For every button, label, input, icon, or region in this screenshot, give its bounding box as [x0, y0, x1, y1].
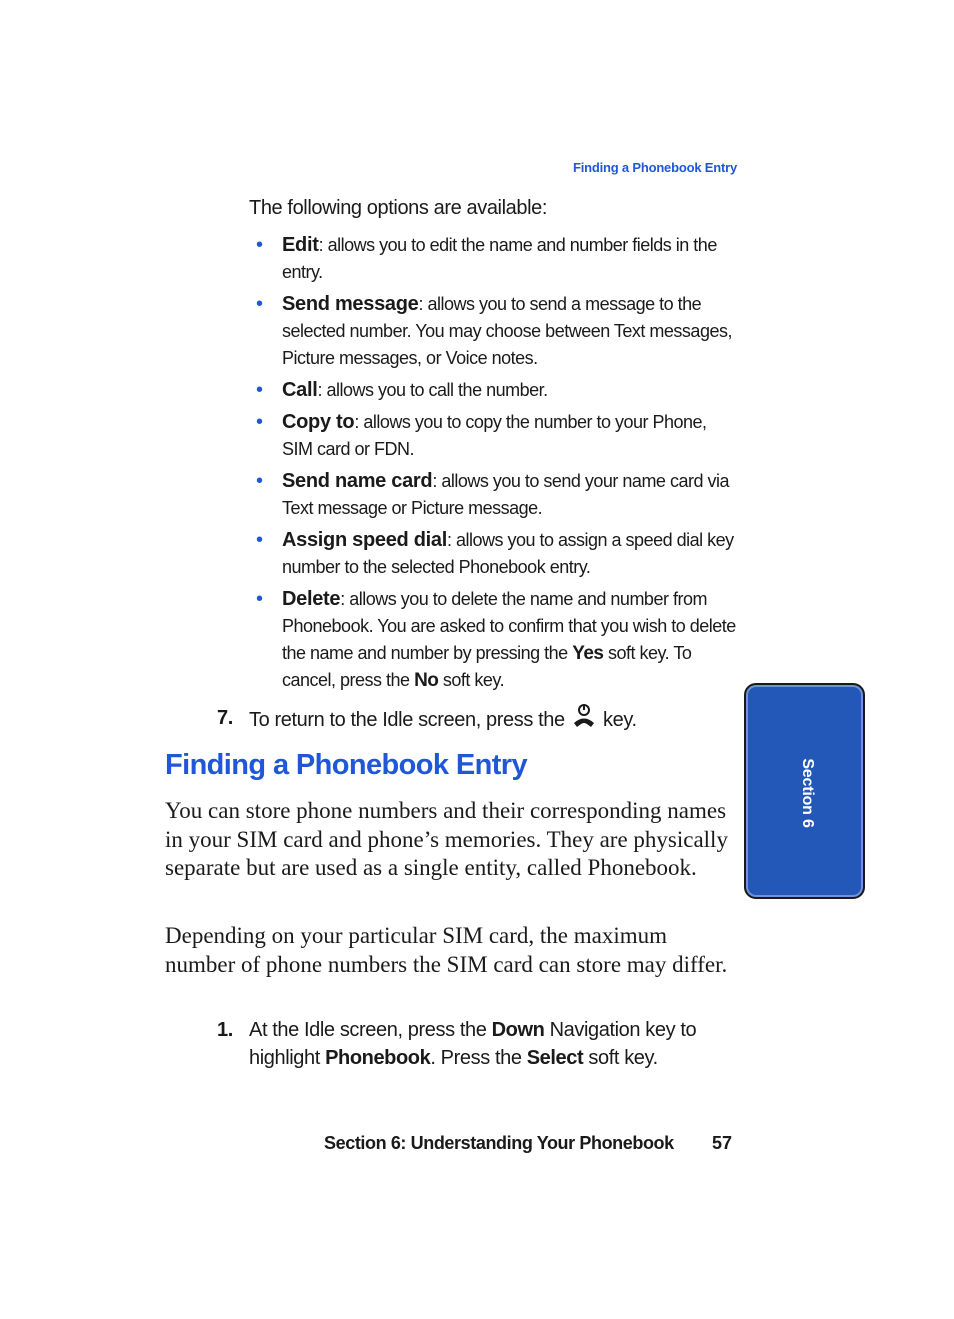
step-text-part: . Press the: [430, 1047, 527, 1069]
option-desc: : allows you to delete the name and number from Phonebook. You are asked to confirm that you wish to delete the name and number by pressing the: [282, 589, 736, 663]
step-text-before: To return to the Idle screen, press the: [249, 709, 570, 731]
body-paragraph: You can store phone numbers and their corresponding names in your SIM card and phone’s memories. They are physically separate but are used as a single entity, called Phonebook.: [165, 798, 728, 880]
section-tab: [744, 683, 865, 899]
option-desc: : allows you to send your name card via Text message or Picture message.: [282, 471, 729, 518]
end-key-icon: [572, 704, 596, 738]
step-text-part: At the Idle screen, press the: [249, 1019, 492, 1041]
step-1: [217, 1016, 737, 1076]
step-7: [217, 704, 737, 734]
body-paragraph: Depending on your particular SIM card, the maximum number of phone numbers the SIM card can store may differ.: [165, 923, 728, 977]
options-intro: The following options are available:: [249, 197, 548, 219]
bullet-icon: •: [256, 588, 263, 610]
step-text-after: key.: [597, 709, 637, 731]
footer-title: Section 6: Understanding Your Phonebook: [324, 1133, 674, 1153]
list-item: [256, 527, 736, 581]
option-term: Call: [282, 379, 318, 401]
down-key-label: Down: [491, 1019, 545, 1041]
step-text: [249, 1016, 729, 1072]
bullet-icon: •: [256, 234, 263, 256]
bullet-icon: •: [256, 293, 263, 315]
bullet-icon: •: [256, 379, 263, 401]
option-term: Assign speed dial: [282, 529, 447, 551]
options-list: [256, 232, 736, 699]
select-key-label: Select: [526, 1047, 584, 1069]
option-term: Delete: [282, 588, 341, 610]
option-desc: : allows you to call the number.: [317, 380, 548, 400]
bullet-icon: •: [256, 411, 263, 433]
yes-key-label: Yes: [572, 643, 604, 664]
page-number: 57: [712, 1133, 733, 1153]
option-term: Send name card: [282, 470, 433, 492]
bullet-icon: •: [256, 470, 263, 492]
option-term: Send message: [282, 293, 419, 315]
list-item: [256, 377, 736, 404]
phonebook-label: Phonebook: [325, 1047, 431, 1069]
section-title: Finding a Phonebook Entry: [165, 749, 528, 781]
section-tab-label: Section 6: [799, 758, 816, 828]
no-key-label: No: [414, 670, 439, 691]
list-item: [256, 468, 736, 522]
step-text-part: soft key.: [583, 1047, 658, 1069]
step-number: 7.: [217, 707, 233, 729]
step-number: 1.: [217, 1019, 233, 1041]
option-desc: : allows you to copy the number to your Phone, SIM card or FDN.: [282, 412, 707, 459]
option-desc: : allows you to edit the name and number fields in the entry.: [282, 235, 717, 282]
option-desc: soft key.: [438, 670, 505, 690]
list-item: [256, 586, 736, 694]
option-desc: : allows you to send a message to the selected number. You may choose between Text messages, Picture messages, or Voice notes.: [282, 294, 732, 368]
step-text: [249, 704, 729, 738]
running-header: Finding a Phonebook Entry: [572, 160, 737, 175]
bullet-icon: •: [256, 529, 263, 551]
option-term: Edit: [282, 234, 319, 256]
option-term: Copy to: [282, 411, 355, 433]
list-item: [256, 291, 736, 372]
list-item: [256, 409, 736, 463]
list-item: [256, 232, 736, 286]
step-text-part: Navigation key to highlight: [249, 1019, 697, 1069]
option-desc: soft key. To cancel, press the: [282, 643, 692, 690]
option-desc: : allows you to assign a speed dial key number to the selected Phonebook entry.: [282, 530, 734, 577]
